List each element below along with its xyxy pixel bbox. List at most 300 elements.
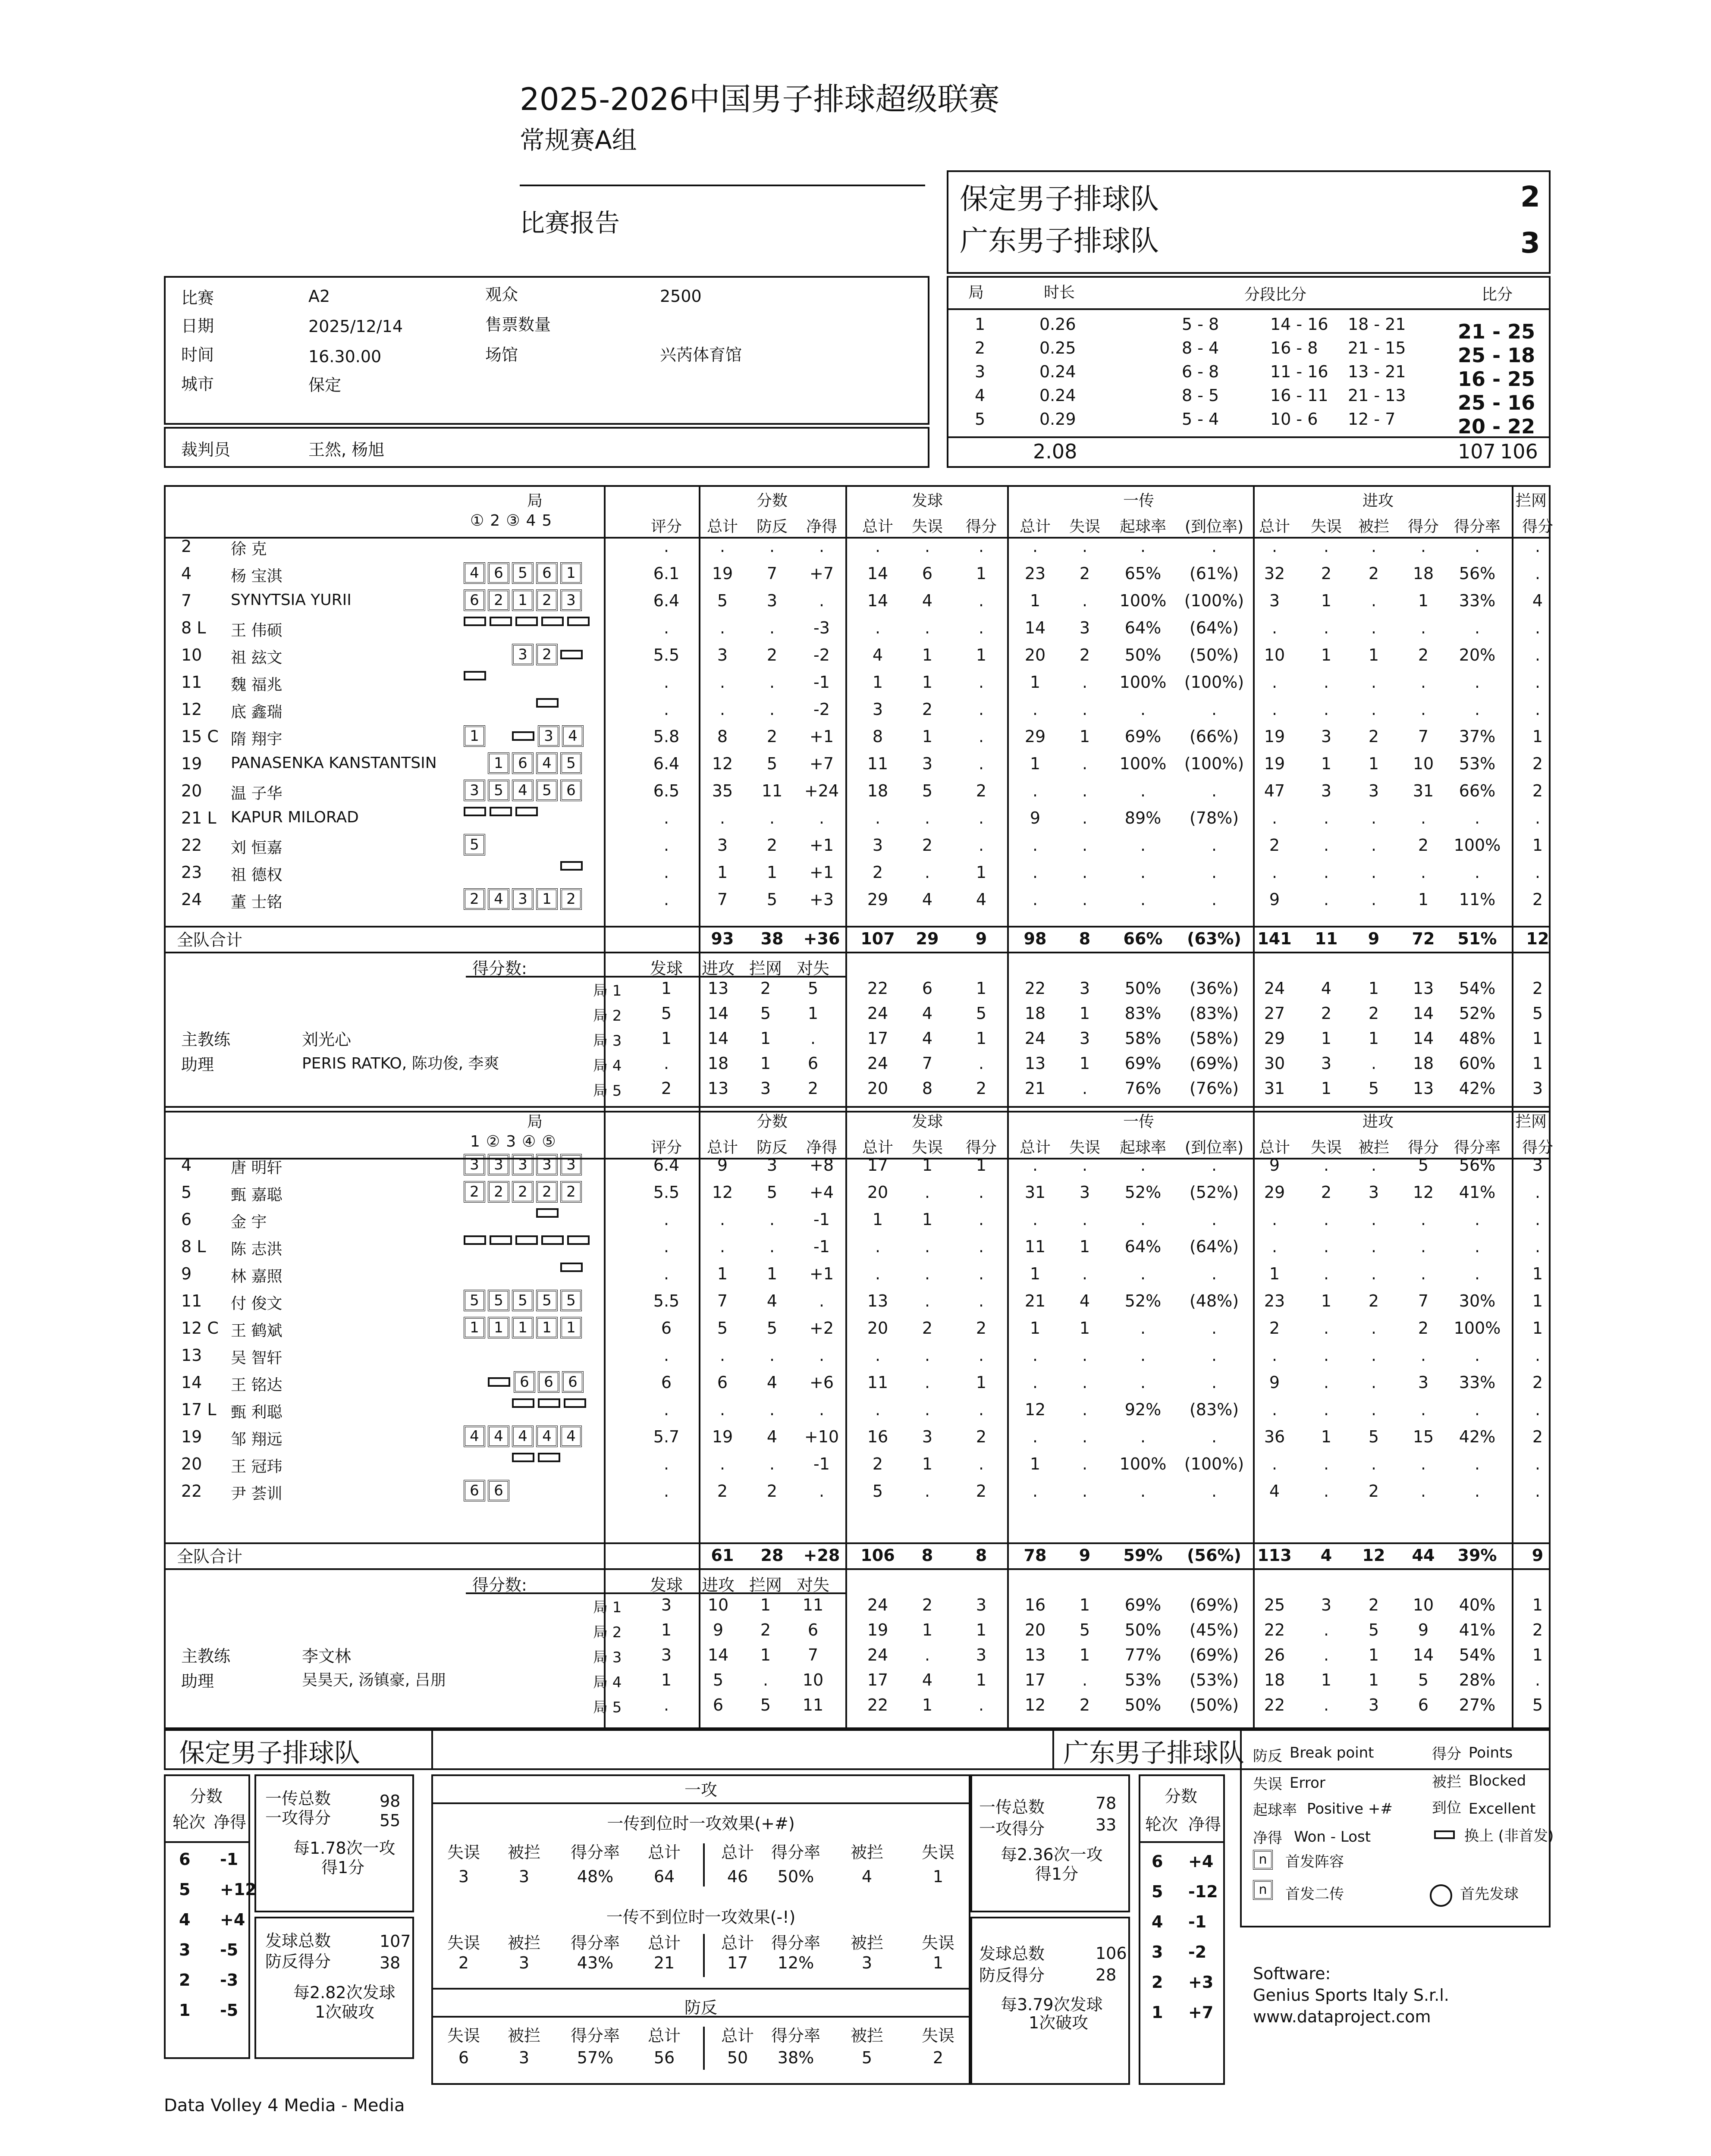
stat-vote: .: [663, 1210, 669, 1229]
stat-a_tot: 10: [1264, 646, 1285, 664]
stat-r_pos: 100%: [1119, 591, 1167, 610]
header-points: 分数: [756, 492, 788, 510]
stat-vote: 6: [661, 1319, 672, 1338]
stat-s_err: .: [924, 863, 930, 882]
mid-neg-a_pct: 12%: [777, 1953, 814, 1972]
set-stat-s_pts: 3: [976, 1595, 987, 1614]
set-circle-1: ①: [470, 512, 484, 530]
stat-r_pos: 100%: [1119, 1454, 1167, 1473]
stat-b_pts: 1: [1532, 727, 1543, 746]
stat-r_exc: .: [1211, 890, 1217, 909]
set-attack: 6: [713, 1695, 724, 1714]
sub-dash-icon: [464, 617, 486, 626]
stat-a_err: .: [1323, 1156, 1329, 1175]
set-block: 5: [760, 1695, 771, 1714]
player-sets: [464, 1317, 584, 1338]
stat-s_err: 2: [922, 836, 933, 855]
set-stat-s_pts: 1: [976, 1620, 987, 1639]
stat-r_pos: .: [1140, 863, 1146, 882]
sub-dash-icon: [564, 1398, 586, 1408]
stat-s_pts: .: [978, 727, 984, 746]
set-position: 5: [488, 1290, 509, 1311]
stat-r_pos: 52%: [1124, 1183, 1162, 1202]
date-value: 2025/12/14: [308, 317, 403, 336]
mid-hdr: 被拦: [507, 1843, 541, 1862]
stat-vote: 5.8: [653, 727, 680, 746]
stat-r_pos: 52%: [1124, 1291, 1162, 1310]
player-number: 21 L: [181, 808, 217, 827]
stat-a_err: .: [1323, 673, 1329, 692]
player-number: 11: [181, 673, 202, 692]
stat-s_err: 4: [922, 890, 933, 909]
set-row-label: 局 1: [593, 1599, 622, 1616]
stat-a_blk: 2: [1368, 727, 1379, 746]
stat-s_pts: 4: [976, 890, 987, 909]
sets-h-set: 局: [968, 284, 984, 301]
subheader-s_err: 失误: [911, 1139, 943, 1156]
stat-r_pos: 100%: [1119, 754, 1167, 773]
subheader-r_err: 失误: [1069, 1139, 1101, 1156]
set-block: 5: [760, 1004, 771, 1023]
stat-tot: 1: [717, 863, 728, 882]
stat-s_tot: 8: [872, 727, 883, 746]
set-position: 1: [512, 1317, 534, 1338]
stat-r_err: .: [1082, 1264, 1088, 1283]
stat-a_tot: 3: [1269, 591, 1280, 610]
player-name: 金 宇: [231, 1213, 267, 1231]
stat-vote: 6: [661, 1373, 672, 1392]
set-stat-s_err: 1: [922, 1695, 933, 1714]
player-sets: [464, 617, 593, 626]
legend-pos-zh: 起球率: [1253, 1802, 1297, 1819]
stat-s_pts: .: [978, 700, 984, 719]
set-position: 3: [560, 589, 582, 611]
set-stat-s_pts: .: [978, 1054, 984, 1073]
set-attack: 9: [713, 1620, 724, 1639]
total-r_tot: 78: [1023, 1546, 1047, 1565]
time-label: 时间: [181, 345, 214, 364]
column-divider: [699, 485, 700, 1112]
stat-b_pts: .: [1535, 1482, 1541, 1501]
set-position: 5: [536, 780, 558, 801]
stat-bp: .: [769, 1400, 775, 1419]
stat-a_err: .: [1323, 808, 1329, 827]
rotation-net: -3: [220, 1971, 239, 1990]
date-label: 日期: [181, 317, 214, 335]
mid-def-a_pct: 38%: [777, 2048, 814, 2067]
stat-vote: 6.4: [653, 1156, 680, 1175]
stat-s_err: 1: [922, 1210, 933, 1229]
set-n: 2: [975, 338, 986, 357]
subheader-r_exc: (到位率): [1184, 1139, 1244, 1156]
team-stats-box: [164, 485, 1554, 1112]
set-p1: 5 - 4: [1182, 410, 1219, 429]
sets-h-score: 比分: [1482, 286, 1513, 304]
rotation-net: -12: [1188, 1882, 1218, 1901]
set-stat-a_pct: 40%: [1459, 1595, 1496, 1614]
stat-a_pts: .: [1420, 808, 1426, 827]
mid-neg-a_err: 1: [932, 1953, 944, 1972]
legend-exc-zh: 到位: [1432, 1799, 1461, 1817]
home-fa-label: 一攻得分: [265, 1808, 331, 1827]
set-stat-a_blk: 1: [1368, 979, 1379, 998]
set-stat-s_pts: 2: [976, 1079, 987, 1098]
stat-r_err: .: [1082, 1454, 1088, 1473]
stat-a_pts: .: [1420, 673, 1426, 692]
mid-hdr: 失误: [921, 1843, 955, 1862]
set-stat-a_pts: 9: [1418, 1620, 1429, 1639]
mid-pos-h_tot: 64: [653, 1867, 675, 1886]
set-position: 6: [514, 1371, 535, 1393]
set-stat-r_pos: 83%: [1124, 1004, 1162, 1023]
stat-r_exc: (50%): [1189, 646, 1239, 664]
header-divider: [164, 537, 1551, 539]
set-block: 3: [760, 1079, 771, 1098]
stat-r_pos: 100%: [1119, 673, 1167, 692]
set-position: 4: [560, 1426, 582, 1447]
player-name: 隋 翔宇: [231, 730, 283, 748]
player-number: 14: [181, 1373, 202, 1392]
set-opp: .: [810, 1029, 816, 1048]
stat-s_pts: .: [978, 1454, 984, 1473]
player-number: 13: [181, 1346, 202, 1365]
stat-vote: .: [663, 890, 669, 909]
stat-bp: 4: [766, 1427, 778, 1446]
set-position: 6: [464, 589, 485, 611]
set-stat-r_err: 3: [1079, 1029, 1090, 1048]
stat-s_pts: .: [978, 754, 984, 773]
sets-h-partial: 分段比分: [1244, 286, 1307, 304]
set-position: 2: [560, 888, 582, 910]
stat-r_err: 3: [1079, 1183, 1090, 1202]
set-circle-5: ⑤: [542, 1133, 556, 1150]
stat-a_err: 1: [1321, 754, 1332, 773]
total-a_pts: 72: [1412, 929, 1435, 948]
set-stat-a_tot: 30: [1264, 1054, 1285, 1073]
stat-vote: .: [663, 1346, 669, 1365]
stat-a_blk: .: [1371, 808, 1377, 827]
player-sets: [464, 780, 584, 801]
subheader-bp: 防反: [756, 1139, 788, 1156]
stat-wl: +8: [809, 1156, 834, 1175]
city-label: 城市: [181, 375, 214, 394]
home-rot-score-label: 分数: [190, 1787, 223, 1806]
pts-h-attack: 进攻: [701, 1576, 735, 1595]
stat-a_blk: .: [1371, 863, 1377, 882]
stat-r_err: 2: [1079, 646, 1090, 664]
set-attack: 14: [707, 1645, 729, 1664]
set-serve: 1: [661, 1620, 672, 1639]
stat-a_pts: .: [1420, 700, 1426, 719]
stat-bp: .: [769, 537, 775, 556]
set-stat-a_pts: 14: [1413, 1029, 1434, 1048]
stat-s_tot: 14: [867, 591, 888, 610]
stat-a_blk: .: [1371, 1373, 1377, 1392]
set-p2: 14 - 16: [1270, 315, 1328, 334]
stat-b_pts: .: [1535, 537, 1541, 556]
stat-r_exc: .: [1211, 1427, 1217, 1446]
set-stat-s_tot: 22: [867, 979, 888, 998]
total-a_pct: 51%: [1457, 929, 1497, 948]
total-r_pos: 59%: [1123, 1546, 1163, 1565]
legend-first-serve-label: 首先发球: [1460, 1886, 1519, 1903]
stat-r_err: .: [1082, 1427, 1088, 1446]
stat-s_err: 5: [922, 781, 933, 800]
rotation-number: 6: [179, 1850, 191, 1869]
stat-bp: 1: [766, 863, 778, 882]
stat-s_pts: 1: [976, 1373, 987, 1392]
mid-hdr: 失误: [921, 2026, 955, 2045]
stat-wl: .: [819, 1482, 825, 1501]
stat-bp: 7: [766, 564, 778, 583]
set-stat-a_pct: 41%: [1459, 1620, 1496, 1639]
home-srv-total-label: 发球总数: [265, 1931, 331, 1950]
set-stat-r_tot: 12: [1024, 1695, 1046, 1714]
set-p2: 10 - 6: [1270, 410, 1318, 429]
player-number: 2: [181, 537, 192, 556]
set-stat-a_tot: 24: [1264, 979, 1285, 998]
stat-a_blk: 1: [1368, 646, 1379, 664]
column-divider: [1512, 1106, 1513, 1729]
legend-wl-zh: 净得: [1253, 1830, 1282, 1847]
stat-r_tot: 12: [1024, 1400, 1046, 1419]
stat-a_err: .: [1323, 1400, 1329, 1419]
set-stat-a_pct: 27%: [1459, 1695, 1496, 1714]
stat-r_err: .: [1082, 1400, 1088, 1419]
rotation-net: -1: [220, 1850, 239, 1869]
stat-b_pts: .: [1535, 673, 1541, 692]
set-attack: 14: [707, 1004, 729, 1023]
total-r_err: 9: [1079, 1546, 1091, 1565]
stat-tot: .: [719, 1346, 725, 1365]
mid-hdr: 总计: [647, 2026, 681, 2045]
stat-r_tot: .: [1032, 537, 1038, 556]
mid-pos-a_err: 1: [932, 1867, 944, 1886]
stat-s_err: 3: [922, 1427, 933, 1446]
stat-s_err: .: [924, 1237, 930, 1256]
stat-s_err: .: [924, 618, 930, 637]
set-stat-s_err: 1: [922, 1620, 933, 1639]
stat-wl: -1: [813, 673, 830, 692]
rotation-net: +3: [1188, 1973, 1214, 1992]
home-rot-net-label: 净得: [213, 1813, 247, 1832]
set-position: 3: [538, 725, 559, 747]
set-row-label: 局 1: [593, 982, 622, 1000]
set-position: 6: [560, 780, 582, 801]
set-stat-r_exc: (76%): [1189, 1079, 1239, 1098]
set-row-label: 局 5: [593, 1699, 622, 1716]
sub-dash-icon: [538, 1398, 560, 1408]
player-sets: [464, 834, 488, 856]
set-n: 5: [975, 410, 986, 429]
subheader-r_pos: 起球率: [1119, 518, 1167, 536]
set-opp: 11: [802, 1695, 824, 1714]
stat-vote: .: [663, 673, 669, 692]
set-stat-a_pts: 10: [1413, 1595, 1434, 1614]
legend-second-label: 首发二传: [1285, 1886, 1344, 1903]
stat-a_pts: .: [1420, 1346, 1426, 1365]
rotation-number: 1: [1152, 2003, 1163, 2022]
stat-r_err: .: [1082, 808, 1088, 827]
subheader-a_blk: 被拦: [1358, 518, 1390, 536]
stat-a_tot: .: [1271, 1454, 1278, 1473]
sub-dash-icon: [567, 1235, 590, 1245]
set-p3: 18 - 21: [1348, 315, 1406, 334]
subheader-wl: 净得: [806, 518, 838, 536]
stat-r_exc: .: [1211, 1264, 1217, 1283]
sub-dash-icon: [536, 1208, 559, 1218]
stat-vote: 5.5: [653, 1183, 680, 1202]
set-position: 3: [512, 888, 534, 910]
stat-a_pct: 37%: [1459, 727, 1496, 746]
stat-b_pts: .: [1535, 1183, 1541, 1202]
set-stat-r_err: 2: [1079, 1695, 1090, 1714]
time-value: 16.30.00: [308, 347, 382, 366]
stat-a_err: .: [1323, 1237, 1329, 1256]
stat-r_err: .: [1082, 700, 1088, 719]
sub-dash-icon: [515, 807, 538, 816]
stat-s_tot: 1: [872, 673, 883, 692]
set-stat-r_err: 1: [1079, 1004, 1090, 1023]
stat-s_tot: 20: [867, 1183, 888, 1202]
stat-r_err: .: [1082, 890, 1088, 909]
set-stat-b_pts: 2: [1532, 979, 1543, 998]
stat-a_pct: 20%: [1459, 646, 1496, 664]
set-position: 2: [536, 1181, 558, 1203]
set-p3: 13 - 21: [1348, 362, 1406, 381]
sub-dash-icon: [464, 1235, 486, 1245]
stat-s_pts: .: [978, 1400, 984, 1419]
stat-a_tot: .: [1271, 618, 1278, 637]
column-divider: [1007, 1106, 1009, 1729]
stat-s_err: .: [924, 1346, 930, 1365]
coach-name: 刘光心: [302, 1030, 352, 1049]
subheader-wl: 净得: [806, 1139, 838, 1156]
stat-vote: 5.7: [653, 1427, 680, 1446]
stat-a_tot: 2: [1269, 836, 1280, 855]
set-block: 1: [760, 1029, 771, 1048]
stat-a_err: 2: [1321, 1183, 1332, 1202]
stat-r_err: .: [1082, 1482, 1088, 1501]
stat-r_tot: .: [1032, 700, 1038, 719]
player-number: 5: [181, 1183, 192, 1202]
stat-s_tot: 3: [872, 836, 883, 855]
stat-r_tot: 14: [1024, 618, 1046, 637]
mid-pos-h_err: 3: [458, 1867, 469, 1886]
stat-s_pts: .: [978, 591, 984, 610]
total-a_blk: 9: [1368, 929, 1380, 948]
stat-r_err: .: [1082, 754, 1088, 773]
set-stat-a_blk: 3: [1368, 1695, 1379, 1714]
away-fa: 33: [1096, 1815, 1117, 1834]
set-circle-4: 4: [526, 512, 536, 530]
starter-box-icon: n: [1253, 1850, 1273, 1870]
stat-bp: .: [769, 618, 775, 637]
set-position: 2: [488, 1181, 509, 1203]
stat-a_pct: .: [1474, 1237, 1480, 1256]
pos-title: 一传到位时一攻效果(+#): [607, 1814, 795, 1833]
stat-a_pct: .: [1474, 673, 1480, 692]
mid-def-h_tot: 56: [653, 2048, 675, 2067]
stat-a_tot: .: [1271, 1237, 1278, 1256]
set-position: 5: [512, 562, 534, 584]
stat-a_pct: .: [1474, 1264, 1480, 1283]
stat-a_blk: .: [1371, 1237, 1377, 1256]
assistant-label: 助理: [181, 1055, 214, 1074]
player-name: 林 嘉照: [231, 1268, 283, 1285]
stat-bp: 2: [766, 1482, 778, 1501]
total-divider: [164, 926, 1551, 928]
total-b_pts: 9: [1532, 1546, 1544, 1565]
stat-tot: 2: [717, 1482, 728, 1501]
set-n: 4: [975, 386, 986, 405]
set-stat-s_tot: 17: [867, 1029, 888, 1048]
stat-s_tot: 16: [867, 1427, 888, 1446]
set-circles: [470, 512, 558, 530]
stat-r_tot: .: [1032, 1156, 1038, 1175]
legend-err-en: Error: [1290, 1774, 1325, 1792]
coach-name: 李文林: [302, 1647, 352, 1666]
set-stat-s_tot: 22: [867, 1695, 888, 1714]
league-title: 2025-2026中国男子排球超级联赛: [520, 81, 1000, 117]
stat-r_err: 1: [1079, 727, 1090, 746]
set-position: 1: [488, 752, 509, 774]
home-rec-note2: 得1分: [321, 1858, 365, 1877]
set-attack: 5: [713, 1670, 724, 1689]
stat-a_pct: 53%: [1459, 754, 1496, 773]
stat-r_pos: .: [1140, 781, 1146, 800]
stat-tot: 8: [717, 727, 728, 746]
set-opp: 6: [807, 1054, 819, 1073]
stat-r_tot: .: [1032, 863, 1038, 882]
stat-a_tot: 19: [1264, 727, 1285, 746]
stat-a_blk: 3: [1368, 1183, 1379, 1202]
stat-a_err: .: [1323, 836, 1329, 855]
away-rot-score-label: 分数: [1165, 1787, 1198, 1806]
stat-s_pts: .: [978, 618, 984, 637]
stat-a_tot: 4: [1269, 1482, 1280, 1501]
sub-dash-icon: [512, 1398, 534, 1408]
total-r_exc: (56%): [1187, 1546, 1241, 1565]
stat-a_tot: .: [1271, 673, 1278, 692]
stat-s_tot: .: [875, 1237, 881, 1256]
player-number: 15 C: [181, 727, 219, 746]
stat-r_pos: 64%: [1124, 618, 1162, 637]
total-r_pos: 66%: [1123, 929, 1163, 948]
legend-pts-zh: 得分: [1432, 1745, 1461, 1763]
player-sets: [464, 1208, 586, 1218]
header-serve: 发球: [911, 1113, 943, 1131]
set-stat-r_exc: (53%): [1189, 1670, 1239, 1689]
set-serve: 1: [661, 1670, 672, 1689]
total-s_tot: 107: [860, 929, 895, 948]
city-value: 保定: [308, 376, 342, 395]
mid-neg-h_err: 2: [458, 1953, 469, 1972]
mid-hdr: 被拦: [507, 2026, 541, 2045]
player-number: 11: [181, 1291, 202, 1310]
stat-wl: +1: [809, 836, 834, 855]
player-name: 唐 明轩: [231, 1159, 283, 1177]
set-stat-s_err: 6: [922, 979, 933, 998]
set-position: 4: [562, 725, 584, 747]
set-stat-a_blk: 5: [1368, 1079, 1379, 1098]
stat-a_pct: .: [1474, 1400, 1480, 1419]
stat-wl: +1: [809, 863, 834, 882]
set-block: 2: [760, 979, 771, 998]
stat-a_err: 1: [1321, 1291, 1332, 1310]
header-set: 局: [527, 492, 543, 510]
stat-s_tot: 2: [872, 1454, 883, 1473]
